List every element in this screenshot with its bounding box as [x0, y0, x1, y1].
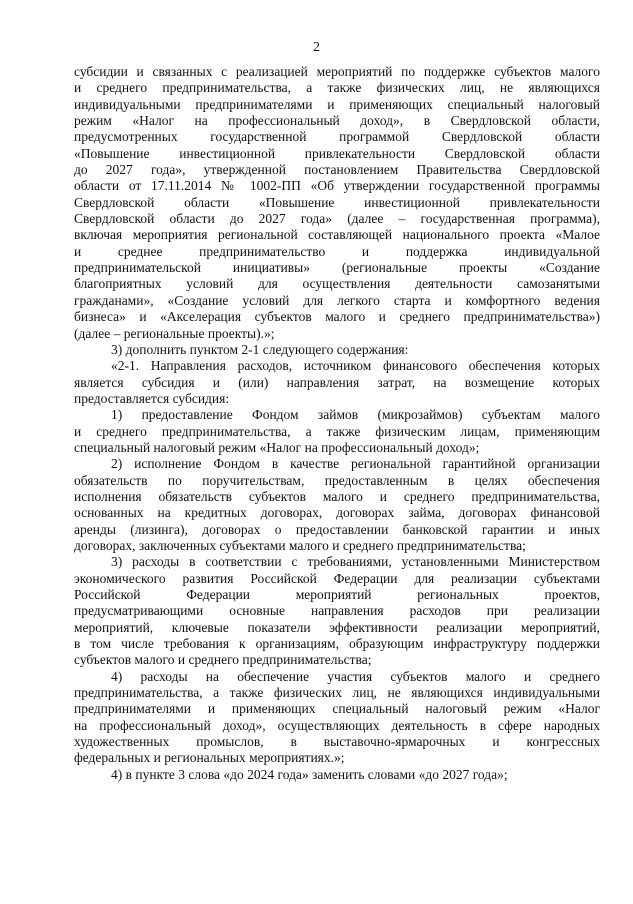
text-line: предпринимательства, а также физических лиц, не являющихся индивидуальными: [74, 685, 600, 701]
text-line: индивидуальными предпринимателями и применяющих специальный налоговый: [74, 96, 600, 112]
page-number: 2: [313, 40, 320, 55]
text-line: предусмотренных государственной программой Свердловской области: [74, 129, 600, 145]
text-line: субсидии и связанных с реализацией мероприятий по поддержке субъектов малого: [74, 64, 600, 79]
text-line: 4) расходы на обеспечение участия субъектов малого и среднего: [111, 668, 600, 684]
text-line: предпринимателями и применяющих специальный налоговый режим «Налог: [74, 701, 600, 717]
text-line: предпринимательской инициативы» (региональные проекты «Создание: [74, 260, 600, 276]
text-line: включая мероприятия региональной составляющей национального проекта «Малое: [74, 227, 600, 243]
text-line: и среднего предпринимательства, а также физическим лицам, применяющим: [74, 423, 600, 439]
text-line: экономического развития Российской Федерации для реализации субъектами: [74, 570, 600, 586]
text-line: гражданами», «Создание условий для легкого старта и комфортного ведения: [74, 292, 600, 308]
text-line: режим «Налог на профессиональный доход», в Свердловской области,: [74, 113, 600, 129]
text-line: Свердловской области до 2027 года» (далее – государственная программа),: [74, 211, 600, 227]
text-line: предусматривающими основные направления расходов при реализации: [74, 603, 600, 619]
text-line: художественных промыслов, в выставочно-ярмарочных и конгрессных: [74, 734, 600, 750]
text-line: в том числе требования к организациям, образующим инфраструктуру поддержки: [74, 636, 600, 652]
text-line: 2) исполнение Фондом в качестве региональной гарантийной организации: [111, 456, 600, 472]
text-line: «2-1. Направления расходов, источником финансового обеспечения которых: [111, 358, 600, 374]
text-line: основанных на кредитных договорах, договорах займа, договорах финансовой: [74, 505, 600, 521]
text-line: 3) расходы в соответствии с требованиями, установленными Министерством: [111, 554, 600, 570]
text-line: Свердловской области «Повышение инвестиционной привлекательности: [74, 194, 600, 210]
text-line: «Повышение инвестиционной привлекательности Свердловской области: [74, 145, 600, 161]
text-line: (далее – региональные проекты).»;: [74, 325, 275, 341]
text-line: бизнеса» и «Акселерация субъектов малого и среднего предпринимательства»): [74, 309, 600, 325]
text-line: специальный налоговый режим «Налог на профессиональный доход»;: [74, 439, 480, 455]
text-line: договорах, заключенных субъектами малого и среднего предпринимательства;: [74, 537, 526, 553]
document-body: [74, 64, 600, 783]
text-line: предоставляется субсидия:: [74, 390, 230, 406]
text-line: 3) дополнить пунктом 2-1 следующего содержания:: [111, 341, 409, 357]
text-line: субъектов малого и среднего предпринимательства;: [74, 652, 372, 668]
text-line: и среднего предпринимательства, а также физических лиц, не являющихся: [74, 80, 600, 96]
text-line: области от 17.11.2014 № 1002-ПП «Об утверждении государственной программы: [74, 178, 600, 194]
text-line: является субсидия и (или) направления затрат, на возмещение которых: [74, 374, 600, 390]
text-line: Российской Федерации мероприятий региональных проектов,: [74, 587, 600, 602]
text-line: 1) предоставление Фондом займов (микрозаймов) субъектам малого: [111, 407, 600, 423]
text-line: федеральных и региональных мероприятиях.»;: [74, 750, 345, 766]
text-line: исполнения обязательств субъектов малого и среднего предпринимательства,: [74, 488, 600, 504]
text-line: аренды (лизинга), договорах о предоставлении банковской гарантии и иных: [74, 521, 600, 537]
text-line: на профессиональный доход», осуществляющих деятельность в сфере народных: [74, 717, 600, 733]
text-line: 4) в пункте 3 слова «до 2024 года» заменить словами «до 2027 года»;: [111, 766, 508, 782]
text-line: и среднее предпринимательство и поддержка индивидуальной: [74, 243, 600, 259]
text-line: мероприятий, ключевые показатели эффективности реализации мероприятий,: [74, 619, 600, 635]
text-line: благоприятных условий для осуществления деятельности самозанятыми: [74, 276, 600, 292]
text-line: обязательств по поручительствам, предоставленным в целях обеспечения: [74, 472, 600, 488]
text-line: до 2027 года», утвержденной постановлением Правительства Свердловской: [74, 162, 600, 178]
